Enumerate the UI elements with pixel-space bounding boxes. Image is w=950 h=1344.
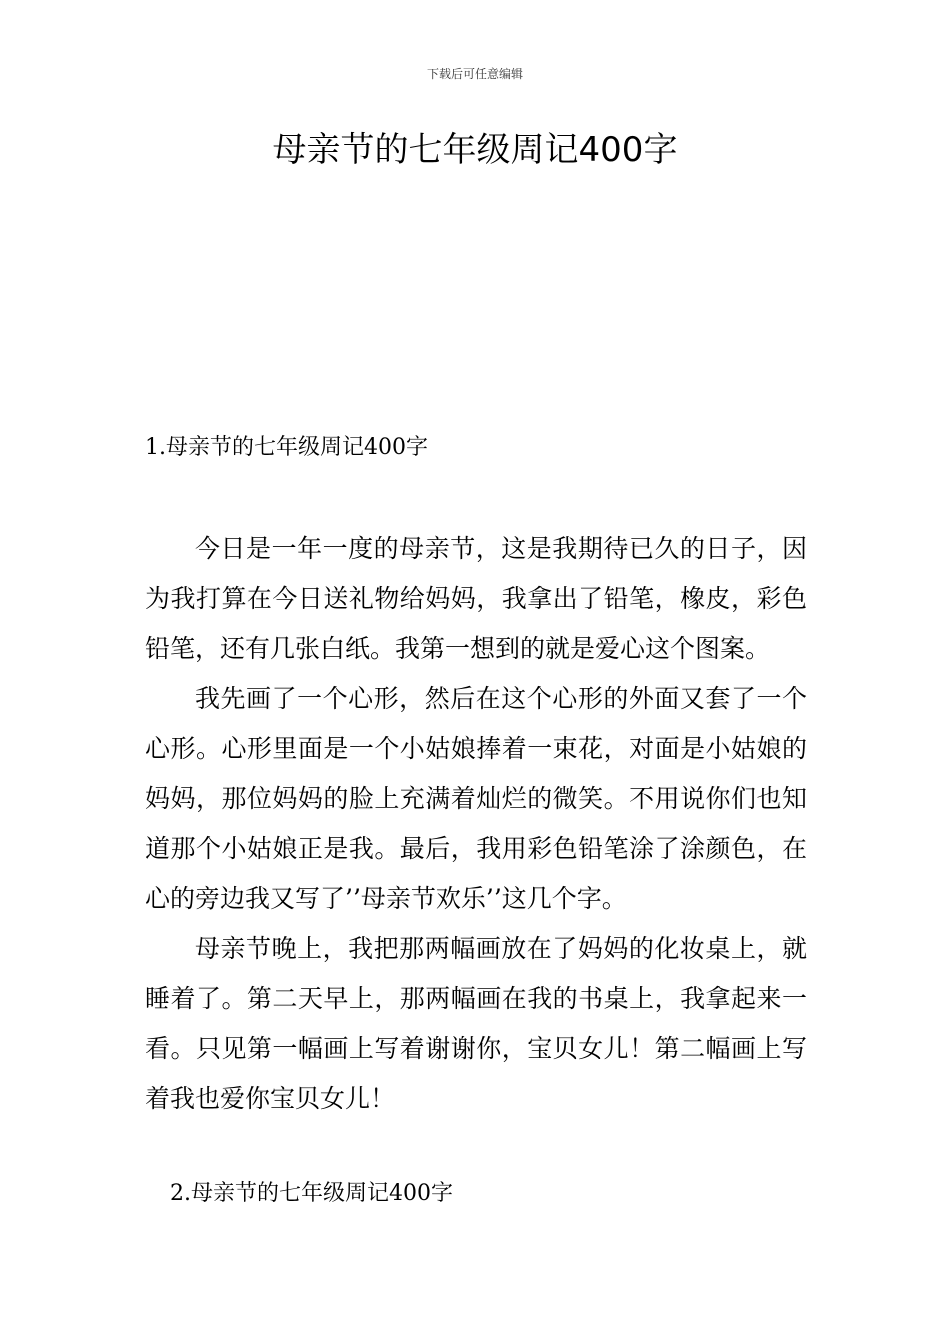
section-1-body [145, 524, 807, 1124]
section-2-heading: 2.母亲节的七年级周记400字 [170, 1181, 453, 1206]
section-1-heading: 1.母亲节的七年级周记400字 [145, 435, 428, 460]
header-note: 下载后可任意编辑 [426, 67, 523, 81]
paragraph-1: 今日是一年一度的母亲节，这是我期待已久的日子，因为我打算在今日送礼物给妈妈，我拿出了铅笔，橡皮，彩色铅笔，还有几张白纸。我第一想到的就是爱心这个图案。 [145, 534, 807, 663]
paragraph-2: 我先画了一个心形，然后在这个心形的外面又套了一个心形。心形里面是一个小姑娘捧着一束花，对面是小姑娘的妈妈，那位妈妈的脸上充满着灿烂的微笑。不用说你们也知道那个小姑娘正是我。最后，我用彩色铅笔涂了涂颜色，在心的旁边我又写了’’母亲节欢乐’’这几个字。 [145, 684, 807, 913]
paragraph-3: 母亲节晚上，我把那两幅画放在了妈妈的化妆桌上，就睡着了。第二天早上，那两幅画在我的书桌上，我拿起来一看。只见第一幅画上写着谢谢你，宝贝女儿！第二幅画上写着我也爱你宝贝女儿！ [145, 934, 807, 1113]
document-title: 母亲节的七年级周记400字 [272, 130, 678, 170]
